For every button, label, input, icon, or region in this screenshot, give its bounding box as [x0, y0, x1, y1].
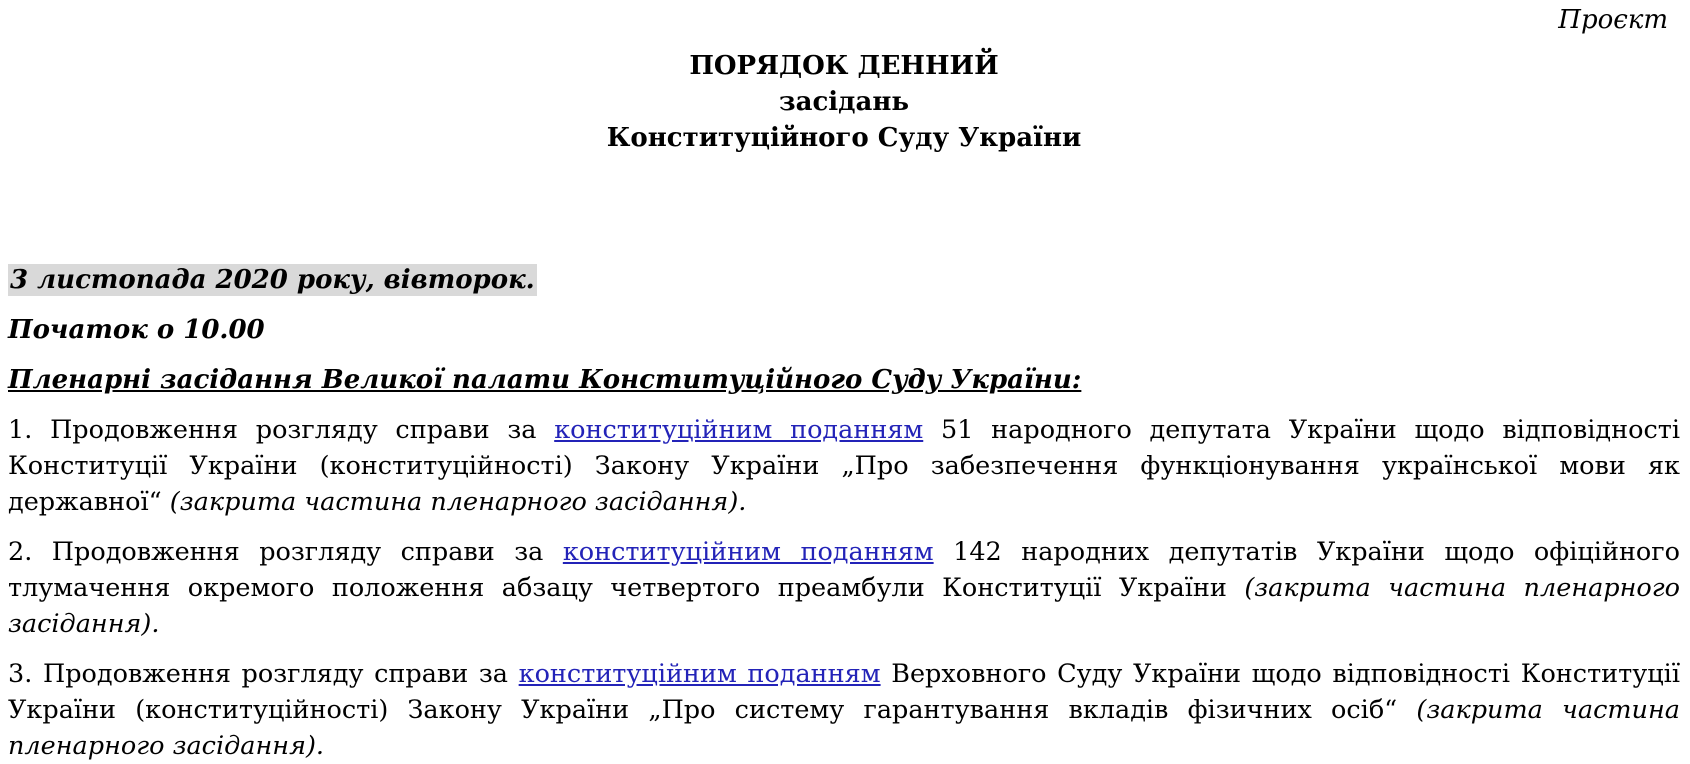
draft-label: Проєкт: [1558, 5, 1668, 35]
title-line-main: ПОРЯДОК ДЕННИЙ: [689, 51, 999, 81]
session-date-line: [8, 262, 1680, 298]
document-title: [8, 48, 1680, 156]
agenda-item-1-body: 51 народного депутата України щодо відповідності Конституції України (конституційності) Закону України „Про забезпечення функціонування української мови як державної“: [8, 415, 1680, 517]
agenda-item-2-lead: 2. Продовження розгляду справи за: [8, 537, 563, 567]
section-heading: Пленарні засідання Великої палати Конституційного Суду України:: [8, 365, 1082, 395]
session-date-highlight: 3 листопада 2020 року, вівторок.: [10, 265, 535, 295]
agenda-item-3-body: Верховного Суду України щодо відповідності Конституції України (конституційності) Закону України „Про систему гарантування вкладів фізичних осіб“: [8, 659, 1680, 725]
agenda-item-1-lead: 1. Продовження розгляду справи за: [8, 415, 555, 445]
agenda-item-1: [8, 412, 1680, 520]
title-line-court: Конституційного Суду України: [606, 123, 1082, 153]
constitutional-petition-link-2[interactable]: конституційним поданням: [562, 537, 934, 567]
agenda-item-2: [8, 534, 1680, 642]
agenda-item-3-closed-session-note: (закрита частина пленарного засідання).: [8, 695, 1680, 761]
constitutional-petition-link-3[interactable]: конституційним поданням: [518, 659, 881, 689]
constitutional-petition-link-1[interactable]: конституційним поданням: [554, 415, 924, 445]
agenda-item-2-body: 142 народних депутатів України щодо офіційного тлумачення окремого положення абзацу четвертого преамбули Конституції України: [8, 537, 1680, 603]
start-time: Початок о 10.00: [8, 315, 265, 345]
agenda-item-1-closed-session-note: (закрита частина пленарного засідання).: [169, 487, 747, 517]
agenda-item-2-closed-session-note: (закрита частина пленарного засідання).: [8, 573, 1680, 639]
agenda-item-3-lead: 3. Продовження розгляду справи за: [8, 659, 519, 689]
title-line-sessions: засідань: [779, 87, 909, 117]
